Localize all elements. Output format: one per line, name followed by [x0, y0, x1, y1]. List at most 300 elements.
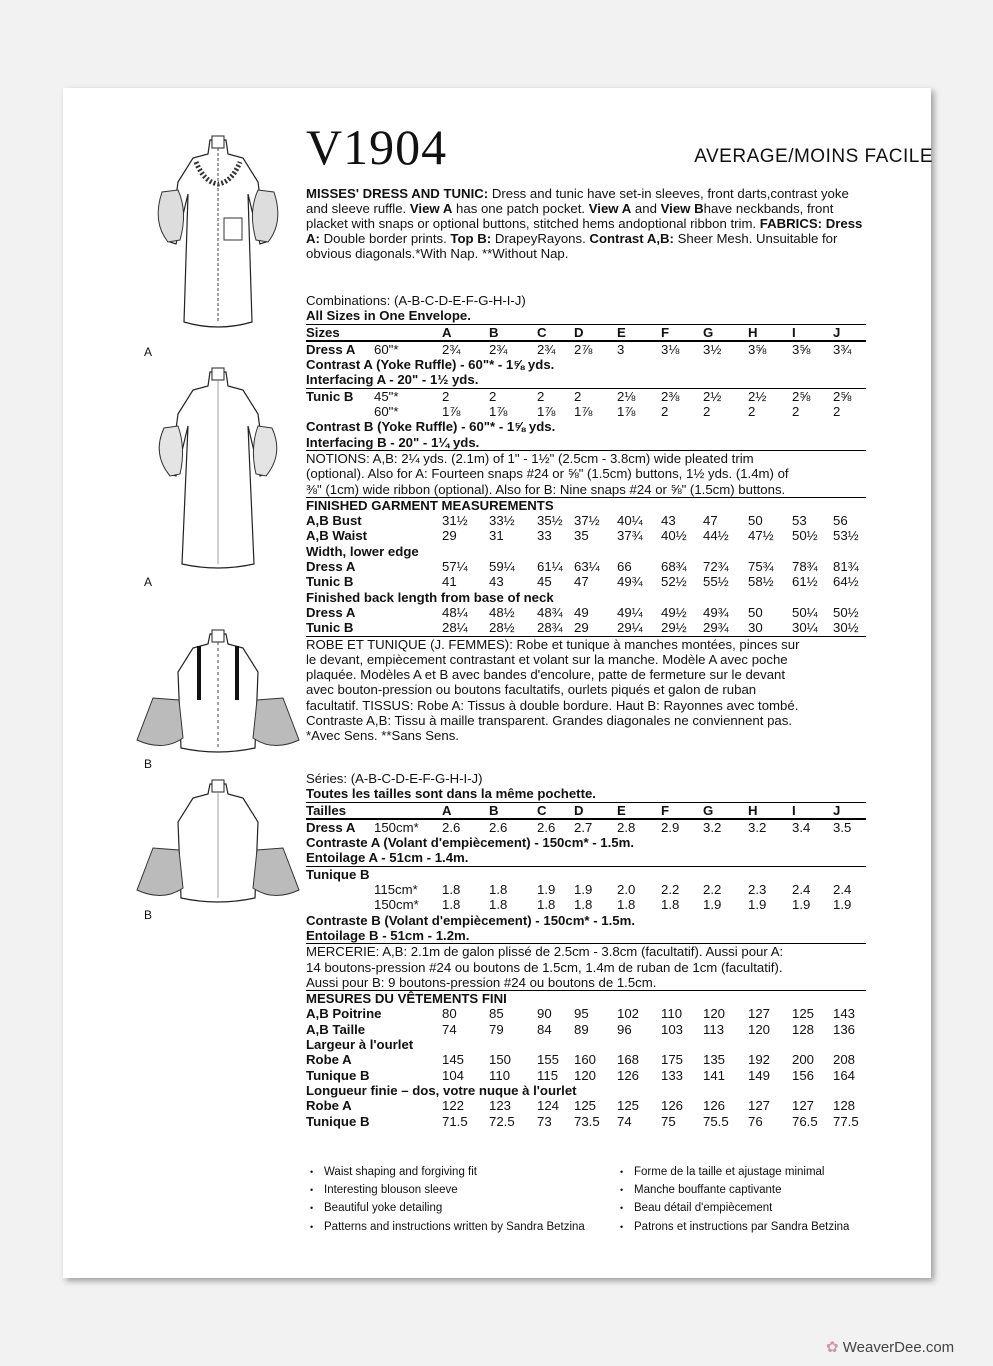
size-value: 2¾ [489, 341, 508, 357]
text-line: Contraste A,B: Tissu à maille transparent. Grandes diagonales ne conviennent pas. [306, 713, 793, 729]
measure-value: 71.5 [442, 1113, 468, 1129]
size-column: J [833, 802, 841, 818]
measure-value: 59¼ [489, 559, 515, 575]
size-value: 3⅛ [661, 341, 680, 357]
measure-value: 75¾ [748, 559, 774, 575]
features-en [310, 1163, 585, 1236]
measure-value: 96 [617, 1021, 632, 1037]
measure-value: 164 [833, 1067, 856, 1083]
contrast-b: Contrast B (Yoke Ruffle) - 60"* - 1⅝ yds. [306, 419, 556, 435]
measure-value: 29¼ [617, 620, 643, 636]
size-value: 2.0 [617, 882, 636, 898]
table-row [306, 388, 866, 404]
size-value: 3¾ [833, 341, 852, 357]
size-value: 1.8 [442, 882, 461, 898]
size-column: B [489, 802, 499, 818]
size-value: 2.2 [661, 882, 680, 898]
measure-value: 126 [617, 1067, 640, 1083]
measure-value: 28¾ [537, 620, 563, 636]
pattern-sheet [63, 88, 931, 1278]
size-value: 1.8 [489, 897, 508, 913]
fabric-width: 60"* [374, 341, 399, 357]
size-value: 2.9 [661, 819, 680, 835]
size-value: 2 [792, 404, 800, 420]
table-row [306, 544, 866, 559]
measure-value: 72.5 [489, 1113, 515, 1129]
row-label: Robe A [306, 1052, 352, 1068]
table-row [306, 1114, 866, 1129]
tunique-b-label: Tunique B [306, 866, 866, 882]
size-value: 2.4 [792, 882, 811, 898]
measure-value: 143 [833, 1006, 856, 1022]
measure-value: 35½ [537, 513, 563, 529]
measure-value: 53 [792, 513, 807, 529]
measure-value: 115 [537, 1067, 559, 1083]
measure-value: 110 [489, 1067, 511, 1083]
text-line: *Avec Sens. **Sans Sens. [306, 728, 459, 744]
measure-value: 53½ [833, 528, 859, 544]
measure-value: 122 [442, 1098, 465, 1114]
table-row [306, 1068, 866, 1083]
measure-value: 76.5 [792, 1113, 818, 1129]
size-value: 2.7 [574, 819, 593, 835]
measure-value: 29½ [661, 620, 687, 636]
measure-value: 66 [617, 559, 632, 575]
measure-value: 75.5 [703, 1113, 729, 1129]
size-value: 2⅛ [617, 388, 636, 404]
measure-value: 126 [661, 1098, 684, 1114]
measure-value: 90 [537, 1006, 552, 1022]
feature-item: • Interesting blouson sleeve [310, 1181, 585, 1199]
finished-table-fr [306, 1006, 866, 1128]
size-value: 2⅞ [574, 341, 593, 357]
measure-value: 35 [574, 528, 589, 544]
all-sizes-note-fr: Toutes les tailles sont dans la même pochette. [306, 786, 596, 802]
size-column: D [574, 324, 584, 340]
measure-value: 28½ [489, 620, 515, 636]
measure-value: 49½ [661, 604, 687, 620]
fabric-width: 115cm* [374, 882, 418, 898]
feature-item: • Beau détail d'empiècement [620, 1199, 849, 1217]
measure-value: 89 [574, 1021, 589, 1037]
size-value: 1.8 [617, 897, 636, 913]
measure-value: 85 [489, 1006, 504, 1022]
measure-value: 127 [748, 1098, 771, 1114]
text-line: plaquée. Modèles A et B avec bandes d'encolure, patte de fermeture sur le devant [306, 667, 786, 683]
measure-value: 73 [537, 1113, 552, 1129]
yardage-fr [306, 771, 866, 1129]
measure-value: 160 [574, 1052, 597, 1068]
measure-value: 43 [489, 574, 504, 590]
measure-value: 30¼ [792, 620, 818, 636]
pattern-number: V1904 [306, 119, 448, 175]
finished-title-en: FINISHED GARMENT MEASUREMENTS [306, 497, 866, 513]
size-column: D [574, 802, 584, 818]
size-value: 1.9 [833, 897, 852, 913]
measure-value: 77.5 [833, 1113, 859, 1129]
measure-value: 56 [833, 513, 848, 529]
measure-value: 49¾ [703, 604, 729, 620]
measure-value: 50 [748, 604, 763, 620]
measure-value: 31½ [442, 513, 468, 529]
row-label: A,B Bust [306, 513, 362, 529]
finished-title-fr: MESURES DU VÊTEMENTS FINI [306, 990, 866, 1006]
measure-value: 61½ [792, 574, 818, 590]
measure-value: 175 [661, 1052, 684, 1068]
size-value: 2.8 [617, 819, 636, 835]
description-en: MISSES' DRESS AND TUNIC: Dress and tunic have set-in sleeves, front darts,contrast yoke and sleeve ruffle. View A has one patch pocket. View A and View Bhave neckbands, front placket with snaps or optional buttons, stitched hems andoptional ribbon trim. FABRICS: Dress A: Double border prints. Top B: DrapeyRayons. Contrast A,B: Sheer Mesh. Unsuitable for obvious diagonals.*With Nap. **Without Nap. [306, 186, 863, 261]
table-row [306, 528, 866, 543]
site-logo[interactable] [826, 1338, 954, 1356]
measure-value: 50 [748, 513, 763, 529]
row-label: A,B Taille [306, 1021, 366, 1037]
row-label: Dress A [306, 604, 356, 620]
view-label: A [143, 575, 152, 589]
size-value: 2 [703, 404, 711, 420]
table-row [306, 1006, 866, 1021]
row-label: Dress A [306, 559, 356, 575]
size-column: H [748, 324, 758, 340]
measure-value: 48¼ [442, 604, 468, 620]
size-value: 1.9 [537, 882, 556, 898]
size-value: 2 [574, 388, 582, 404]
size-value: 2 [661, 404, 669, 420]
view-label: A [143, 345, 152, 359]
text-line: ⅜" (1cm) wide ribbon (optional). Also for B: Nine snaps #24 or ⅝" (1.5cm) buttons. [306, 481, 786, 497]
measure-value: 50½ [792, 528, 818, 544]
contraste-a: Contraste A (Volant d'empiècement) - 150cm* - 1.5m. [306, 835, 635, 851]
size-value: 2½ [748, 388, 767, 404]
measure-value: 30 [748, 620, 763, 636]
size-column: H [748, 802, 758, 818]
yardage-en [306, 293, 866, 744]
measure-value: 40¼ [617, 513, 643, 529]
difficulty-level: AVERAGE/MOINS FACILE [694, 146, 933, 167]
measure-value: 44½ [703, 528, 729, 544]
measure-value: 127 [792, 1098, 815, 1114]
table-row [306, 819, 866, 835]
row-label: Tunic B [306, 574, 354, 590]
feature-item: • Patrons et instructions par Sandra Betzina [620, 1218, 849, 1236]
text-line: Aussi pour B: 9 boutons-pression #24 ou boutons de 1.5cm. [306, 974, 657, 990]
measure-value: 49¼ [617, 604, 643, 620]
measure-value: 72¾ [703, 559, 729, 575]
sizes-header [306, 324, 866, 341]
measure-value: 155 [537, 1052, 560, 1068]
measure-value: 102 [617, 1006, 640, 1022]
measure-value: 68¾ [661, 559, 687, 575]
measure-value: 120 [574, 1067, 597, 1083]
sizes-label: Sizes [306, 324, 340, 340]
measure-value: 200 [792, 1052, 815, 1068]
measure-value: 33 [537, 528, 552, 544]
measure-value: 43 [661, 513, 676, 529]
size-value: 1⅞ [574, 404, 593, 420]
fabric-width: 150cm* [374, 897, 419, 913]
measure-value: 31 [489, 528, 504, 544]
table-row [306, 1037, 866, 1052]
row-label: Tunic B [306, 388, 354, 404]
measure-value: 150 [489, 1052, 512, 1068]
measure-value: 156 [792, 1067, 815, 1083]
logo-text: WeaverDee.com [842, 1339, 955, 1356]
feature-item: • Manche bouffante captivante [620, 1181, 849, 1199]
contrast-a: Contrast A (Yoke Ruffle) - 60"* - 1⅝ yds. [306, 357, 555, 373]
row-label: A,B Poitrine [306, 1006, 382, 1022]
measure-value: 47 [574, 574, 589, 590]
measure-value: 49¾ [617, 574, 643, 590]
description-fr [306, 636, 866, 744]
size-column: G [703, 324, 714, 340]
measure-value: 58½ [748, 574, 774, 590]
size-value: 2 [489, 388, 497, 404]
measure-value: 30½ [833, 620, 859, 636]
table-row [306, 1052, 866, 1067]
measure-value: 74 [442, 1021, 457, 1037]
size-value: 3⅝ [748, 341, 767, 357]
view-label: B [143, 908, 152, 922]
size-value: 1.8 [442, 897, 461, 913]
size-value: 3.4 [792, 819, 811, 835]
row-label: Dress A [306, 341, 356, 357]
measure-value: 133 [661, 1067, 684, 1083]
size-value: 1⅞ [537, 404, 556, 420]
size-column: A [442, 802, 452, 818]
table-row [306, 1098, 866, 1113]
measure-value: 29¾ [703, 620, 729, 636]
measure-value: 125 [574, 1098, 597, 1114]
measure-value: 28¼ [442, 620, 468, 636]
table-row [306, 605, 866, 620]
measure-value: 40½ [661, 528, 687, 544]
row-label: Dress A [306, 819, 356, 835]
size-value: 1⅞ [489, 404, 508, 420]
text-line: avec bouton-pression ou boutons facultatifs, ourlets piqués et galon de ruban [306, 682, 757, 698]
notions-en [306, 450, 866, 497]
size-value: 2¾ [537, 341, 556, 357]
measure-value: 74 [617, 1113, 632, 1129]
size-column: C [537, 802, 547, 818]
feature-item: • Beautiful yoke detailing [310, 1199, 585, 1217]
measure-value: 45 [537, 574, 552, 590]
measure-value: 84 [537, 1021, 552, 1037]
all-sizes-note: All Sizes in One Envelope. [306, 308, 471, 324]
measure-value: 136 [833, 1021, 856, 1037]
measure-value: 47 [703, 513, 718, 529]
size-value: 2 [537, 388, 545, 404]
measure-value: 104 [442, 1067, 465, 1083]
row-label: Tunique B [306, 1113, 370, 1129]
text-line: MERCERIE: A,B: 2.1m de galon plissé de 2.5cm - 3.8cm (facultatif). Aussi pour A: [306, 944, 784, 960]
measure-value: 50¼ [792, 604, 818, 620]
measure-value: 124 [537, 1098, 560, 1114]
measure-value: 192 [748, 1052, 771, 1068]
size-column: C [537, 324, 547, 340]
measure-value: 33½ [489, 513, 515, 529]
illustrations [63, 88, 333, 1278]
entoilage-a: Entoilage A - 51cm - 1.4m. [306, 850, 469, 866]
series: Séries: (A-B-C-D-E-F-G-H-I-J) [306, 771, 483, 786]
size-value: 1.8 [489, 882, 508, 898]
contraste-b: Contraste B (Volant d'empiècement) - 150cm* - 1.5m. [306, 912, 636, 928]
row-label: Tunic B [306, 620, 354, 636]
size-value: 1.9 [748, 897, 767, 913]
size-value: 3.2 [703, 819, 722, 835]
logo-icon: ✿ [826, 1339, 839, 1356]
table-row [306, 574, 866, 589]
measure-value: 37¾ [617, 528, 643, 544]
size-column: G [703, 802, 714, 818]
row-label: Tunique B [306, 1067, 370, 1083]
size-value: 2 [442, 388, 450, 404]
text-line: (optional). Also for A: Fourteen snaps #24 or ⅝" (1.5cm) buttons, 1½ yds. (1.4m) of [306, 466, 789, 482]
size-value: 3.2 [748, 819, 767, 835]
size-column: E [617, 324, 626, 340]
row-label: Robe A [306, 1098, 352, 1114]
table-row [306, 559, 866, 574]
tunic-b-back-illustration [133, 778, 303, 908]
mercerie-fr [306, 943, 866, 990]
dress-a-back-illustration [148, 364, 288, 574]
size-value: 2.3 [748, 882, 767, 898]
size-column: I [792, 324, 796, 340]
size-value: 1.9 [574, 882, 593, 898]
feature-item: • Patterns and instructions written by Sandra Betzina [310, 1218, 585, 1236]
measure-value: 110 [661, 1006, 683, 1022]
size-column: J [833, 324, 841, 340]
measure-value: 48½ [489, 604, 515, 620]
text-line: facultatif. TISSUS: Robe A: Tissus à double bordure. Haut B: Rayonnes avec tombé. [306, 697, 799, 713]
row-label: Longueur finie – dos, votre nuque à l'ourlet [306, 1082, 577, 1098]
finished-table-en [306, 513, 866, 635]
entoilage-b: Entoilage B - 51cm - 1.2m. [306, 927, 470, 943]
row-label: A,B Waist [306, 528, 368, 544]
measure-value: 52½ [661, 574, 687, 590]
measure-value: 37½ [574, 513, 600, 529]
table-row [306, 897, 866, 912]
table-row [306, 590, 866, 605]
measure-value: 49 [574, 604, 589, 620]
measure-value: 113 [703, 1021, 725, 1037]
measure-value: 75 [661, 1113, 676, 1129]
size-value: 2.4 [833, 882, 852, 898]
size-value: 1.8 [574, 897, 593, 913]
fabric-width: 150cm* [374, 819, 419, 835]
table-row [306, 404, 866, 419]
size-value: 2½ [703, 388, 722, 404]
size-value: 3½ [703, 341, 722, 357]
size-value: 3 [617, 341, 625, 357]
size-value: 1.9 [703, 897, 722, 913]
measure-value: 126 [703, 1098, 726, 1114]
measure-value: 141 [703, 1067, 726, 1083]
size-value: 2.6 [537, 819, 556, 835]
measure-value: 125 [617, 1098, 640, 1114]
size-value: 2⅝ [792, 388, 811, 404]
measure-value: 145 [442, 1052, 465, 1068]
measure-value: 47½ [748, 528, 774, 544]
interfacing-b: Interfacing B - 20" - 1¼ yds. [306, 434, 480, 450]
measure-value: 95 [574, 1006, 589, 1022]
size-value: 2.2 [703, 882, 722, 898]
measure-value: 61¼ [537, 559, 563, 575]
measure-value: 123 [489, 1098, 512, 1114]
tunic-b-front-illustration [133, 628, 303, 758]
row-label: Finished back length from base of neck [306, 589, 554, 605]
measure-value: 78¾ [792, 559, 818, 575]
text-line: 14 boutons-pression #24 ou boutons de 1.5cm, 1.4m de ruban de 1cm (facultatif). [306, 959, 783, 975]
feature-item: • Waist shaping and forgiving fit [310, 1163, 585, 1181]
view-label: B [143, 757, 152, 771]
fabric-width: 45"* [374, 388, 399, 404]
measure-value: 79 [489, 1021, 504, 1037]
measure-value: 48¾ [537, 604, 563, 620]
measure-value: 128 [833, 1098, 856, 1114]
features-fr [620, 1163, 849, 1236]
size-value: 1.9 [792, 897, 811, 913]
interfacing-a: Interfacing A - 20" - 1½ yds. [306, 372, 479, 388]
size-value: 1⅞ [442, 404, 461, 420]
measure-value: 29 [442, 528, 457, 544]
row-label: Largeur à l'ourlet [306, 1037, 414, 1053]
size-value: 1.8 [537, 897, 556, 913]
size-column: F [661, 802, 670, 818]
table-row [306, 882, 866, 897]
measure-value: 41 [442, 574, 457, 590]
size-column: I [792, 802, 796, 818]
measure-value: 64½ [833, 574, 859, 590]
text-line: ROBE ET TUNIQUE (J. FEMMES): Robe et tunique à manches montées, pinces sur [306, 636, 800, 652]
size-column: F [661, 324, 670, 340]
measure-value: 127 [748, 1006, 771, 1022]
measure-value: 168 [617, 1052, 640, 1068]
measure-value: 125 [792, 1006, 815, 1022]
size-value: 2⅝ [833, 388, 852, 404]
size-value: 2 [748, 404, 756, 420]
size-value: 2.6 [442, 819, 461, 835]
table-row [306, 341, 866, 357]
size-value: 2⅜ [661, 388, 680, 404]
table-row [306, 620, 866, 635]
table-row [306, 1083, 866, 1098]
text-line: le devant, empiècement contrastant et volant sur la manche. Modèle A avec poche [306, 651, 788, 667]
measure-value: 50½ [833, 604, 859, 620]
size-column: B [489, 324, 499, 340]
measure-value: 103 [661, 1021, 684, 1037]
size-value: 2¾ [442, 341, 461, 357]
measure-value: 73.5 [574, 1113, 600, 1129]
size-value: 3⅝ [792, 341, 811, 357]
size-value: 2 [833, 404, 841, 420]
measure-value: 149 [748, 1067, 771, 1083]
measure-value: 120 [748, 1021, 771, 1037]
table-row [306, 513, 866, 528]
measure-value: 55½ [703, 574, 729, 590]
size-column: A [442, 324, 452, 340]
row-label: Width, lower edge [306, 543, 419, 559]
text-line: NOTIONS: A,B: 2¼ yds. (2.1m) of 1" - 1½" (2.5cm - 3.8cm) wide pleated trim [306, 450, 754, 466]
sizes-label: Tailles [306, 802, 347, 818]
measure-value: 120 [703, 1006, 726, 1022]
feature-item: • Forme de la taille et ajustage minimal [620, 1163, 849, 1181]
size-value: 1.8 [661, 897, 680, 913]
sizes-header [306, 802, 866, 819]
measure-value: 208 [833, 1052, 856, 1068]
measure-value: 63¼ [574, 559, 600, 575]
measure-value: 80 [442, 1006, 457, 1022]
measure-value: 76 [748, 1113, 763, 1129]
dress-a-front-illustration [148, 132, 288, 332]
